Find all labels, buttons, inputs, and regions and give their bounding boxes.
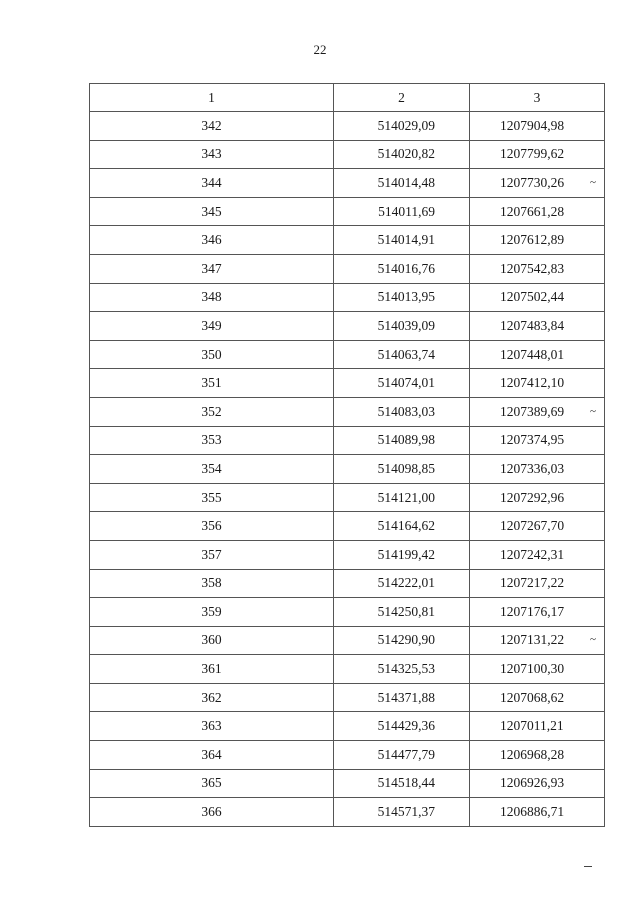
table-row (90, 140, 605, 169)
x-coordinate-cell: 514290,90 (334, 626, 470, 655)
y-coordinate-value: 1207176,17 (500, 603, 565, 619)
table-row (90, 340, 605, 369)
y-coordinate-value: 1207267,70 (500, 518, 565, 534)
corner-mark (584, 866, 592, 867)
x-coordinate-cell: 514371,88 (334, 683, 470, 712)
table-row (90, 312, 605, 341)
table-row (90, 397, 605, 426)
y-coordinate-value: 1207448,01 (500, 346, 565, 362)
y-coordinate-cell (470, 426, 605, 455)
page-number: 22 (313, 42, 327, 57)
table-row (90, 369, 605, 398)
coordinates-table (89, 83, 605, 827)
point-number-cell: 348 (90, 283, 334, 312)
table-row (90, 455, 605, 484)
x-coordinate-cell: 514477,79 (334, 741, 470, 770)
point-number-cell: 355 (90, 483, 334, 512)
table-row (90, 712, 605, 741)
point-number-cell: 352 (90, 397, 334, 426)
tilde-mark: ~ (590, 176, 596, 189)
point-number-cell: 360 (90, 626, 334, 655)
point-number-cell: 353 (90, 426, 334, 455)
y-coordinate-value: 1207542,83 (500, 260, 565, 276)
table-row (90, 598, 605, 627)
table-row (90, 197, 605, 226)
y-coordinate-cell (470, 540, 605, 569)
y-coordinate-cell (470, 312, 605, 341)
y-coordinate-cell (470, 112, 605, 141)
y-coordinate-cell (470, 483, 605, 512)
y-coordinate-value: 1207336,03 (500, 460, 565, 476)
point-number-cell: 363 (90, 712, 334, 741)
y-coordinate-value: 1207292,96 (500, 489, 565, 505)
x-coordinate-cell: 514222,01 (334, 569, 470, 598)
y-coordinate-value: 1207730,26 (500, 174, 565, 190)
y-coordinate-cell (470, 340, 605, 369)
x-coordinate-cell: 514325,53 (334, 655, 470, 684)
tilde-mark: ~ (590, 405, 596, 418)
tilde-mark: ~ (590, 633, 596, 646)
table-row (90, 569, 605, 598)
y-coordinate-value: 1207068,62 (500, 689, 565, 705)
x-coordinate-cell: 514013,95 (334, 283, 470, 312)
y-coordinate-value: 1207242,31 (500, 546, 565, 562)
y-coordinate-value: 1206926,93 (500, 775, 565, 791)
y-coordinate-value: 1207389,69 (500, 403, 565, 419)
x-coordinate-cell: 514199,42 (334, 540, 470, 569)
point-number-cell: 349 (90, 312, 334, 341)
y-coordinate-cell (470, 397, 605, 426)
x-coordinate-cell: 514039,09 (334, 312, 470, 341)
x-coordinate-cell: 514164,62 (334, 512, 470, 541)
y-coordinate-cell (470, 626, 605, 655)
y-coordinate-cell (470, 226, 605, 255)
y-coordinate-value: 1207612,89 (500, 232, 565, 248)
y-coordinate-value: 1206886,71 (500, 804, 565, 820)
y-coordinate-value: 1207483,84 (500, 317, 565, 333)
table-row (90, 112, 605, 141)
x-coordinate-cell: 514098,85 (334, 455, 470, 484)
point-number-cell: 366 (90, 798, 334, 827)
point-number-cell: 342 (90, 112, 334, 141)
table-row (90, 741, 605, 770)
y-coordinate-value: 1207904,98 (500, 117, 565, 133)
y-coordinate-value: 1207374,95 (500, 432, 565, 448)
point-number-cell: 365 (90, 769, 334, 798)
y-coordinate-cell (470, 254, 605, 283)
point-number-cell: 343 (90, 140, 334, 169)
x-coordinate-cell: 514011,69 (334, 197, 470, 226)
table-header-row (90, 84, 605, 112)
table-row (90, 540, 605, 569)
point-number-cell: 358 (90, 569, 334, 598)
y-coordinate-value: 1206968,28 (500, 746, 565, 762)
y-coordinate-value: 1207100,30 (500, 661, 565, 677)
y-coordinate-cell (470, 369, 605, 398)
table-row (90, 798, 605, 827)
x-coordinate-cell: 514074,01 (334, 369, 470, 398)
x-coordinate-cell: 514571,37 (334, 798, 470, 827)
y-coordinate-cell (470, 569, 605, 598)
x-coordinate-cell: 514016,76 (334, 254, 470, 283)
point-number-cell: 345 (90, 197, 334, 226)
point-number-cell: 357 (90, 540, 334, 569)
y-coordinate-cell (470, 769, 605, 798)
point-number-cell: 350 (90, 340, 334, 369)
y-coordinate-value: 1207131,22 (500, 632, 565, 648)
y-coordinate-value: 1207412,10 (500, 375, 565, 391)
table-row (90, 512, 605, 541)
point-number-cell: 346 (90, 226, 334, 255)
point-number-cell: 344 (90, 169, 334, 198)
y-coordinate-cell (470, 140, 605, 169)
x-coordinate-cell: 514250,81 (334, 598, 470, 627)
table-body (90, 112, 605, 827)
y-coordinate-cell (470, 283, 605, 312)
y-coordinate-cell (470, 683, 605, 712)
y-coordinate-cell (470, 512, 605, 541)
point-number-cell: 351 (90, 369, 334, 398)
table-row (90, 283, 605, 312)
x-coordinate-cell: 514083,03 (334, 397, 470, 426)
table-row (90, 626, 605, 655)
table-row (90, 254, 605, 283)
x-coordinate-cell: 514429,36 (334, 712, 470, 741)
x-coordinate-cell: 514029,09 (334, 112, 470, 141)
point-number-cell: 347 (90, 254, 334, 283)
y-coordinate-value: 1207217,22 (500, 575, 565, 591)
y-coordinate-cell (470, 798, 605, 827)
point-number-cell: 359 (90, 598, 334, 627)
y-coordinate-value: 1207799,62 (500, 146, 565, 162)
y-coordinate-value: 1207661,28 (500, 203, 565, 219)
x-coordinate-cell: 514014,48 (334, 169, 470, 198)
point-number-cell: 364 (90, 741, 334, 770)
x-coordinate-cell: 514063,74 (334, 340, 470, 369)
y-coordinate-cell (470, 169, 605, 198)
y-coordinate-cell (470, 598, 605, 627)
table-row (90, 169, 605, 198)
y-coordinate-value: 1207502,44 (500, 289, 565, 305)
x-coordinate-cell: 514121,00 (334, 483, 470, 512)
x-coordinate-cell: 514089,98 (334, 426, 470, 455)
y-coordinate-cell (470, 741, 605, 770)
y-coordinate-cell (470, 712, 605, 741)
table-row (90, 426, 605, 455)
table-row (90, 683, 605, 712)
column-header-2: 2 (334, 84, 470, 112)
table-row (90, 483, 605, 512)
point-number-cell: 361 (90, 655, 334, 684)
x-coordinate-cell: 514014,91 (334, 226, 470, 255)
table-row (90, 226, 605, 255)
column-header-3: 3 (470, 84, 605, 112)
point-number-cell: 362 (90, 683, 334, 712)
table-row (90, 769, 605, 798)
point-number-cell: 354 (90, 455, 334, 484)
y-coordinate-cell (470, 197, 605, 226)
table-row (90, 655, 605, 684)
y-coordinate-cell (470, 655, 605, 684)
x-coordinate-cell: 514518,44 (334, 769, 470, 798)
y-coordinate-value: 1207011,21 (500, 718, 564, 734)
column-header-1: 1 (90, 84, 334, 112)
x-coordinate-cell: 514020,82 (334, 140, 470, 169)
point-number-cell: 356 (90, 512, 334, 541)
y-coordinate-cell (470, 455, 605, 484)
